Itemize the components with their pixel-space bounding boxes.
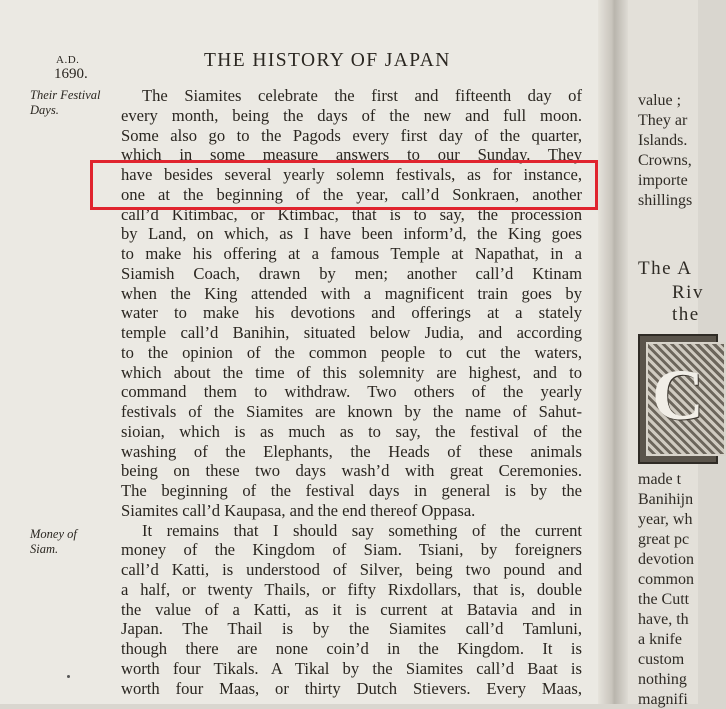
- right-page-line: have, th: [638, 611, 689, 628]
- right-page-line: value ;: [638, 92, 682, 109]
- right-page-heading-line: The A: [638, 258, 693, 279]
- text-line: Japan. The Thail is by the Siamites call’d Tamluni,: [121, 619, 582, 639]
- text-line: though there are none coin’d in the Kingdom. It is: [121, 639, 582, 658]
- right-page-line: Banihijn: [638, 491, 694, 508]
- text-line: a half, or twenty Thails, or fifty Rixdollars, that is, double: [121, 579, 582, 599]
- text-line: call’d Kitimbac, or Ktimbac, that is to say, the procession: [121, 204, 582, 224]
- decorated-initial: [638, 334, 718, 464]
- text-line: call’d Katti, is understood of Silver, being two pound and: [121, 560, 582, 579]
- text-line: worth four Tikals. A Tikal by the Siamites call’d Baat is: [121, 658, 582, 678]
- sidenote-line: Money of: [30, 527, 77, 541]
- text-line: water to make his devotions and offerings at a stately: [121, 303, 582, 323]
- text-line: festivals of the Siamites are known by the name of Sahut-: [121, 402, 582, 421]
- right-page-line: common: [638, 571, 694, 588]
- text-line: which in some measure answers to our Sunday. They: [121, 145, 582, 165]
- text-line: being on these two days wash’d with great Ceremonies.: [121, 461, 582, 481]
- right-page-line: custom: [638, 651, 685, 668]
- text-line: Some also go to the Pagods every first day of the quarter,: [121, 125, 582, 145]
- text-line: when the King attended with a magnificent train goes by: [121, 283, 582, 303]
- text-line: sioian, which is as much as to say, the festival of the: [121, 421, 582, 441]
- sidenote-money-of-siam: [30, 527, 77, 557]
- page-header: THE HISTORY OF JAPAN: [204, 50, 451, 71]
- right-page-line: magnifi: [638, 691, 688, 708]
- right-page-line: year, wh: [638, 511, 693, 528]
- text-line: every month, being the days of the new and full moon.: [121, 105, 582, 125]
- text-line: command them to withdraw. Two others of the yearly: [121, 382, 582, 402]
- sidenote-line: Siam.: [30, 542, 59, 556]
- text-line: washing of the Elephants, the Heads of these animals: [121, 441, 582, 461]
- right-page-line: Crowns,: [638, 152, 692, 169]
- sidenote-festival-days: [30, 88, 100, 118]
- text-line: money of the Kingdom of Siam. Tsiani, by foreigners: [121, 540, 582, 560]
- sidenote-line: Days.: [30, 103, 59, 117]
- right-page-line: nothing: [638, 671, 687, 688]
- text-line: to the opinion of the common people to cut the waters,: [121, 342, 582, 362]
- right-page: [628, 0, 704, 708]
- sidenote-line: Their Festival: [30, 88, 101, 102]
- text-line: It remains that I should say something of the current: [142, 520, 582, 540]
- highlight-box: [90, 160, 598, 210]
- right-page-heading-line: the: [672, 304, 700, 325]
- margin-year: 1690.: [54, 66, 88, 82]
- text-line: one at the beginning of the year, call’d Sonkraen, another: [121, 184, 582, 204]
- text-line: worth four Maas, or thirty Dutch Stievers. Every Maas,: [121, 678, 582, 698]
- right-page-line: a knife: [638, 631, 682, 648]
- text-line: The beginning of the festival days in general is by the: [121, 481, 582, 500]
- text-line: Siamites call’d Kaupasa, and the end thereof Oppasa.: [121, 500, 476, 520]
- text-line: The Siamites celebrate the first and fifteenth day of: [142, 86, 582, 105]
- right-page-line: Islands.: [638, 132, 688, 149]
- text-line: the value of a Katti, as it is current at Batavia and in: [121, 599, 582, 619]
- right-page-line: the Cutt: [638, 591, 690, 608]
- right-page-heading-line: Riv: [672, 282, 704, 303]
- text-line: Siamish Coach, drawn by men; another call’d Ktinam: [121, 263, 582, 283]
- margin-date-label: A.D.: [56, 54, 80, 66]
- text-line: by Land, on which, as I have been inform’d, the King goes: [121, 224, 582, 244]
- right-page-line: They ar: [638, 112, 688, 129]
- page-speck: [67, 675, 70, 678]
- text-line: temple call’d Banihin, situated below Judia, and according: [121, 323, 582, 342]
- right-page-line: shillings: [638, 192, 693, 209]
- right-page-line: great pc: [638, 531, 690, 548]
- right-page-line: devotion: [638, 551, 694, 568]
- text-line: which about the time of this solemnity are highest, and to: [121, 362, 582, 382]
- text-line: to make his offering at a famous Temple at Napathat, in a: [121, 244, 582, 263]
- text-line: have besides several yearly solemn festivals, as for instance,: [121, 165, 582, 184]
- right-page-line: made t: [638, 471, 682, 488]
- initial-letter: C: [652, 355, 704, 435]
- book-gutter: [598, 0, 628, 704]
- right-page-line: importe: [638, 172, 688, 189]
